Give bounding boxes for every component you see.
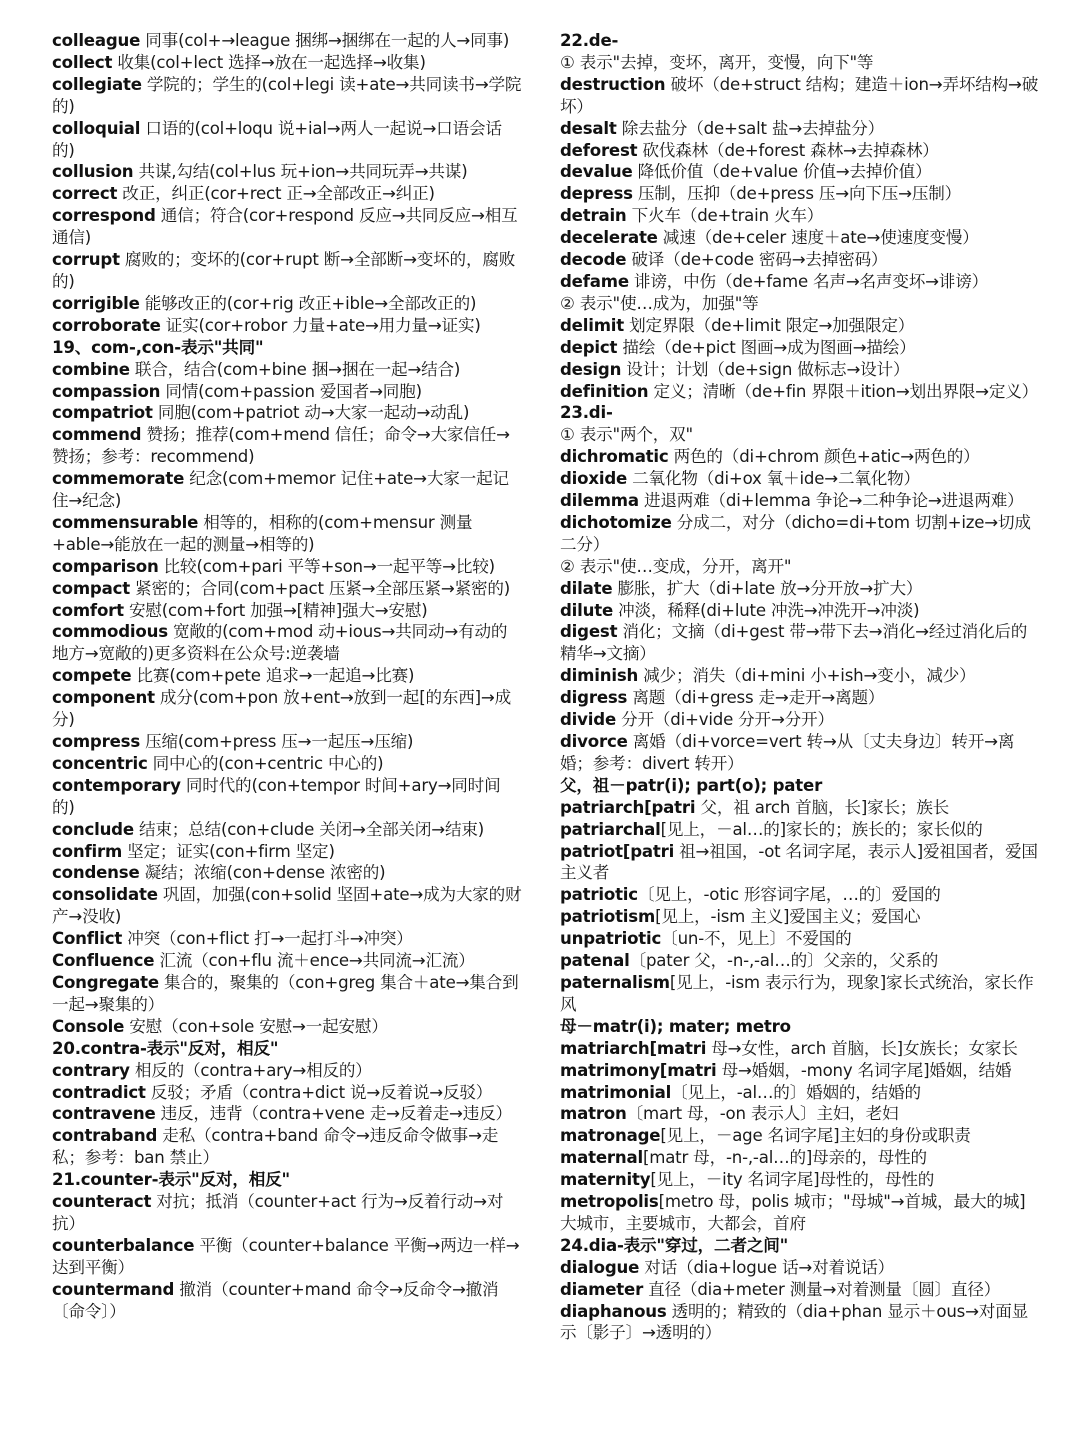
word-entry	[560, 468, 1040, 490]
section-heading	[560, 1235, 1040, 1257]
definition-text: 同情(com+passion 爱国者→同胞)	[160, 381, 422, 401]
definition-text: 比赛(com+pete 追求→一起追→比赛)	[131, 666, 415, 686]
definition-text: 降低价值（de+value 价值→去掉价值）	[632, 162, 932, 182]
headword: counterbalance	[52, 1235, 195, 1255]
definition-text: 冲淡，稀释(di+lute 冲洗→冲洗开→冲淡)	[613, 600, 920, 620]
definition-text: 〔见上，-al…的〕婚姻的，结婚的	[671, 1082, 921, 1102]
heading-text: 20.contra-表示"反对，相反"	[52, 1038, 279, 1058]
definition-text: [matr 母，-n-,-al…的]母亲的，母性的	[642, 1148, 927, 1168]
headword: maternal	[560, 1148, 643, 1168]
word-entry	[52, 359, 522, 381]
word-entry	[560, 1060, 1040, 1082]
word-entry	[52, 950, 522, 972]
word-entry	[52, 841, 522, 863]
right-column	[560, 30, 1040, 1446]
definition-text: 改正，纠正(cor+rect 正→全部改正→纠正)	[117, 184, 435, 204]
definition-text: 相反的（contra+ary→相反的）	[129, 1060, 372, 1080]
headword: compete	[52, 666, 132, 686]
headword: corroborate	[52, 315, 161, 335]
definition-text: 比较(com+pari 平等+son→一起平等→比较)	[158, 556, 495, 576]
headword: maternity	[560, 1170, 651, 1190]
headword: combine	[52, 359, 130, 379]
headword: dichromatic	[560, 447, 669, 467]
word-entry	[560, 424, 1040, 446]
word-entry	[52, 118, 522, 162]
definition-text: 母→婚姻，-mony 名词字尾]婚姻，结婚	[716, 1060, 1012, 1080]
definition-text: 设计；计划（de+sign 做标志→设计）	[621, 359, 910, 379]
headword: compassion	[52, 381, 161, 401]
word-entry	[560, 315, 1040, 337]
headword: condense	[52, 863, 140, 883]
word-entry	[560, 621, 1040, 665]
definition-text: 能够改正的(cor+rig 改正+ible→全部改正的)	[139, 293, 477, 313]
definition-text: 违反，违背（contra+vene 走→反着走→违反）	[155, 1104, 512, 1124]
definition-text: ② 表示"使…成为，加强"等	[560, 293, 759, 313]
definition-text: 除去盐分（de+salt 盐→去掉盐分）	[616, 118, 885, 138]
headword: deforest	[560, 140, 638, 160]
definition-text: 收集(col+lect 选择→放在一起选择→收集)	[112, 52, 426, 72]
headword: collegiate	[52, 74, 142, 94]
word-entry	[560, 118, 1040, 140]
definition-text: 直径（dia+meter 测量→对着测量〔圆〕直径）	[643, 1279, 1001, 1299]
word-entry	[52, 424, 522, 468]
headword: depict	[560, 337, 618, 357]
definition-text: 对话（dia+logue 话→对着说话）	[639, 1257, 895, 1277]
definition-text: [见上，－age 名词字尾]主妇的身份或职责	[660, 1126, 971, 1146]
headword: Conflict	[52, 929, 123, 949]
word-entry	[560, 271, 1040, 293]
definition-text: 成分(com+pon 放+ent→放到一起[的东西]→成分)	[52, 688, 512, 730]
headword: destruction	[560, 74, 666, 94]
headword: Congregate	[52, 972, 159, 992]
heading-text: 母－matr(i); mater; metro	[560, 1016, 791, 1036]
headword: depress	[560, 184, 633, 204]
word-entry	[560, 183, 1040, 205]
definition-text: 透明的；精致的（dia+phan 显示＋ous→对面显示〔影子〕→透明的）	[560, 1301, 1028, 1343]
word-entry	[560, 52, 1040, 74]
definition-text: 纪念(com+memor 记住+ate→大家一起记住→纪念)	[52, 469, 509, 511]
left-column	[52, 30, 522, 1446]
definition-text: [见上，-ism 主义]爱国主义；爱国心	[655, 907, 921, 927]
definition-text: 破译（de+code 密码→去掉密码）	[626, 250, 888, 270]
headword: component	[52, 688, 155, 708]
word-entry	[560, 490, 1040, 512]
word-entry	[560, 797, 1040, 819]
word-entry	[52, 512, 522, 556]
headword: dialogue	[560, 1257, 640, 1277]
section-heading	[560, 1016, 1040, 1038]
definition-text: 平衡（counter+balance 平衡→两边一样→达到平衡）	[52, 1235, 520, 1277]
headword: patriarch[patri	[560, 797, 696, 817]
definition-text: 通信；符合(cor+respond 反应→共同反应→相互通信)	[52, 206, 518, 248]
word-entry	[52, 665, 522, 687]
definition-text: ① 表示"两个，双"	[560, 425, 693, 445]
definition-text: 减少；消失（di+mini 小+ish→变小，减少）	[638, 666, 976, 686]
word-entry	[560, 556, 1040, 578]
word-entry	[52, 687, 522, 731]
word-entry	[560, 1125, 1040, 1147]
definition-text: 同胞(com+patriot 动→大家一起动→动乱)	[152, 403, 470, 423]
word-entry	[560, 293, 1040, 315]
word-entry	[52, 556, 522, 578]
definition-text: 联合，结合(com+bine 捆→捆在一起→结合)	[129, 359, 461, 379]
headword: collect	[52, 52, 113, 72]
definition-text: 〔pater 父，-n-,-al…的〕父亲的，父系的	[629, 951, 939, 971]
definition-text: 反驳；矛盾（contra+dict 说→反着说→反驳）	[145, 1082, 493, 1102]
definition-text: 共谋,勾结(col+lus 玩+ion→共同玩弄→共谋)	[133, 162, 468, 182]
word-entry	[560, 1103, 1040, 1125]
word-entry	[52, 30, 522, 52]
word-entry	[52, 1235, 522, 1279]
word-entry	[560, 1301, 1040, 1345]
definition-text: [见上，－ity 名词字尾]母性的，母性的	[650, 1170, 935, 1190]
word-entry	[52, 1279, 522, 1323]
headword: patriot[patri	[560, 841, 675, 861]
word-entry	[560, 512, 1040, 556]
definition-text: 同中心的(con+centric 中心的)	[147, 753, 384, 773]
definition-text: 破坏（de+struct 结构；建造＋ion→弄坏结构→破坏）	[560, 74, 1039, 116]
definition-text: [metro 母，polis 城市；"母城"→首城，最大的城]大城市，主要城市，大都会，首府	[560, 1192, 1026, 1233]
word-entry	[52, 928, 522, 950]
word-entry	[52, 1125, 522, 1169]
definition-text: 母→女性，arch 首脑，长]女族长；女家长	[706, 1038, 1018, 1058]
definition-text: [见上，－al…的]家长的；族长的；家长似的	[660, 819, 983, 839]
definition-text: 消化；文摘（di+gest 带→带下去→消化→经过消化后的精华→文摘）	[560, 622, 1028, 664]
heading-text: 父，祖－patr(i); part(o); pater	[560, 775, 823, 795]
headword: definition	[560, 381, 649, 401]
word-entry	[52, 381, 522, 403]
headword: contraband	[52, 1126, 158, 1146]
word-entry	[52, 753, 522, 775]
definition-text: [见上，-ism 表示行为，现象]家长式统治，家长作风	[560, 972, 1034, 1014]
definition-text: 分开（di+vide 分开→分开）	[616, 710, 834, 730]
definition-text: 宽敞的(com+mod 动+ious→共同动→有动的地方→宽敞的)更多资料在公众号:逆袭墙	[52, 622, 508, 664]
headword: commemorate	[52, 469, 185, 489]
headword: matron	[560, 1104, 627, 1124]
word-entry	[52, 468, 522, 512]
headword: dioxide	[560, 469, 628, 489]
word-entry	[52, 884, 522, 928]
headword: colleague	[52, 31, 141, 50]
headword: patriarchal	[560, 819, 661, 839]
word-entry	[52, 52, 522, 74]
headword: matrimonial	[560, 1082, 672, 1102]
definition-text: 父，祖 arch 首脑，长]家长；族长	[695, 797, 950, 817]
definition-text: 腐败的；变坏的(cor+rupt 断→全部断→变坏的，腐败的)	[52, 250, 516, 291]
headword: design	[560, 359, 622, 379]
word-entry	[560, 1257, 1040, 1279]
headword: confirm	[52, 841, 123, 861]
definition-text: 紧密的；合同(com+pact 压紧→全部压紧→紧密的)	[129, 578, 511, 598]
section-heading	[560, 775, 1040, 797]
word-entry	[52, 74, 522, 118]
headword: dichotomize	[560, 512, 672, 532]
headword: matriarch[matri	[560, 1038, 707, 1058]
headword: metropolis	[560, 1192, 659, 1212]
word-entry	[560, 687, 1040, 709]
word-entry	[52, 972, 522, 1016]
definition-text: 走私（contra+band 命令→违反命令做事→走私；参考：ban 禁止）	[52, 1126, 499, 1168]
headword: correct	[52, 184, 118, 204]
definition-text: 冲突（con+flict 打→一起打斗→冲突）	[122, 929, 413, 949]
headword: dilute	[560, 600, 614, 620]
word-entry	[52, 1060, 522, 1082]
word-entry	[52, 578, 522, 600]
headword: diaphanous	[560, 1301, 667, 1321]
heading-text: 19、com-,con-表示"共同"	[52, 337, 264, 357]
word-entry	[560, 1169, 1040, 1191]
definition-text: 学院的；学生的(col+legi 读+ate→共同读书→学院的)	[52, 74, 522, 116]
headword: consolidate	[52, 885, 158, 905]
word-entry	[52, 731, 522, 753]
definition-text: 结束；总结(con+clude 关闭→全部关闭→结束)	[133, 819, 485, 839]
word-entry	[52, 819, 522, 841]
definition-text: 证实(cor+robor 力量+ate→用力量→证实)	[160, 315, 481, 335]
word-entry	[560, 1279, 1040, 1301]
headword: compact	[52, 578, 130, 598]
word-entry	[52, 249, 522, 293]
word-entry	[560, 205, 1040, 227]
headword: divorce	[560, 732, 628, 751]
headword: dilemma	[560, 491, 639, 511]
word-entry	[560, 1038, 1040, 1060]
definition-text: 离题（di+gress 走→走开→离题）	[627, 688, 885, 708]
headword: matronage	[560, 1126, 661, 1146]
headword: patriotic	[560, 885, 638, 905]
word-entry	[560, 972, 1040, 1016]
headword: conclude	[52, 819, 134, 839]
headword: counteract	[52, 1192, 152, 1212]
definition-text: 安慰(com+fort 加强→[精神]强大→安慰)	[123, 600, 428, 620]
word-entry	[560, 928, 1040, 950]
word-entry	[560, 578, 1040, 600]
headword: comfort	[52, 600, 124, 620]
headword: divide	[560, 710, 617, 730]
definition-text: 相等的，相称的(com+mensur 测量+able→能放在一起的测量→相等的)	[52, 512, 473, 554]
word-entry	[560, 161, 1040, 183]
heading-text: 21.counter-表示"反对，相反"	[52, 1170, 290, 1190]
word-entry	[560, 1191, 1040, 1235]
definition-text: 祖→祖国，-ot 名词字尾，表示人]爱祖国者，爱国主义者	[560, 841, 1038, 883]
headword: collusion	[52, 162, 134, 182]
word-entry	[560, 841, 1040, 885]
headword: matrimony[matri	[560, 1060, 717, 1080]
definition-text: 〔见上，-otic 形容词字尾，…的〕爱国的	[637, 885, 941, 905]
headword: delimit	[560, 315, 625, 335]
word-entry	[52, 1082, 522, 1104]
word-entry	[560, 884, 1040, 906]
headword: contravene	[52, 1104, 156, 1124]
headword: contemporary	[52, 775, 181, 795]
definition-text: 同时代的(con+tempor 时间+ary→同时间的)	[52, 775, 501, 817]
definition-text: 砍伐森林（de+forest 森林→去掉森林）	[637, 140, 939, 160]
definition-text: 坚定；证实(con+firm 坚定)	[122, 841, 335, 861]
headword: diameter	[560, 1279, 644, 1299]
definition-text: 集合的，聚集的（con+greg 集合＋ate→集合到一起→聚集的）	[52, 972, 519, 1014]
headword: colloquial	[52, 118, 141, 138]
headword: decode	[560, 250, 627, 270]
definition-text: 安慰（con+sole 安慰→一起安慰）	[124, 1016, 388, 1036]
headword: digest	[560, 622, 618, 642]
headword: Confluence	[52, 951, 155, 971]
word-entry	[560, 709, 1040, 731]
word-entry	[560, 819, 1040, 841]
definition-text: 同事(col+→league 捆绑→捆绑在一起的人→同事)	[140, 31, 510, 50]
definition-text: 赞扬；推荐(com+mend 信任；命令→大家信任→赞扬；参考：recommend)	[52, 425, 510, 467]
word-entry	[52, 1016, 522, 1038]
word-entry	[560, 906, 1040, 928]
heading-text: 24.dia-表示"穿过，二者之间"	[560, 1235, 789, 1255]
definition-text: 撤消（counter+mand 命令→反命令→撤消〔命令〕）	[52, 1279, 499, 1321]
definition-text: 〔mart 母，-on 表示人〕主妇，老妇	[626, 1104, 899, 1124]
word-entry	[52, 402, 522, 424]
section-heading	[52, 1038, 522, 1060]
section-heading	[52, 337, 522, 359]
word-entry	[52, 775, 522, 819]
headword: diminish	[560, 666, 639, 686]
headword: dilate	[560, 578, 613, 598]
word-entry	[52, 621, 522, 665]
word-entry	[560, 381, 1040, 403]
definition-text: 对抗；抵消（counter+act 行为→反着行动→对抗）	[52, 1192, 504, 1233]
word-entry	[560, 1082, 1040, 1104]
headword: defame	[560, 271, 629, 291]
definition-text: 〔un-不，见上〕不爱国的	[661, 929, 852, 949]
word-entry	[52, 161, 522, 183]
word-entry	[560, 600, 1040, 622]
word-entry	[560, 227, 1040, 249]
definition-text: 二氧化物（di+ox 氧＋ide→二氧化物）	[627, 469, 920, 489]
headword: detrain	[560, 206, 627, 226]
word-entry	[52, 205, 522, 249]
headword: corrigible	[52, 293, 140, 313]
headword: decelerate	[560, 228, 658, 248]
headword: patenal	[560, 951, 630, 971]
word-entry	[52, 600, 522, 622]
headword: unpatriotic	[560, 929, 662, 949]
word-entry	[52, 293, 522, 315]
headword: desalt	[560, 118, 617, 138]
definition-text: 口语的(col+loqu 说+ial→两人一起说→口语会话的)	[52, 118, 502, 160]
heading-text: 22.de-	[560, 31, 619, 50]
headword: corrupt	[52, 250, 120, 270]
definition-text: ② 表示"使…变成，分开，离开"	[560, 556, 792, 576]
definition-text: ① 表示"去掉，变坏，离开，变慢，向下"等	[560, 52, 874, 72]
headword: digress	[560, 688, 628, 708]
word-entry	[560, 74, 1040, 118]
word-entry	[52, 1191, 522, 1235]
headword: patriotism	[560, 907, 656, 927]
definition-text: 压缩(com+press 压→一起压→压缩)	[140, 732, 414, 751]
headword: countermand	[52, 1279, 175, 1299]
word-entry	[52, 862, 522, 884]
headword: paternalism	[560, 972, 670, 992]
definition-text: 划定界限（de+limit 限定→加强限定）	[624, 315, 915, 335]
headword: commensurable	[52, 512, 199, 532]
headword: commend	[52, 425, 142, 445]
definition-text: 两色的（di+chrom 颜色+atic→两色的）	[668, 447, 980, 467]
word-entry	[52, 315, 522, 337]
headword: comparison	[52, 556, 159, 576]
word-entry	[560, 665, 1040, 687]
word-entry	[560, 731, 1040, 775]
headword: contrary	[52, 1060, 130, 1080]
word-entry	[560, 249, 1040, 271]
section-heading	[52, 1169, 522, 1191]
definition-text: 凝结；浓缩(con+dense 浓密的)	[139, 863, 386, 883]
headword: concentric	[52, 753, 148, 773]
definition-text: 减速（de+celer 速度＋ate→使速度变慢）	[657, 228, 979, 248]
headword: contradict	[52, 1082, 146, 1102]
word-entry	[560, 359, 1040, 381]
word-entry	[560, 1147, 1040, 1169]
definition-text: 压制，压抑（de+press 压→向下压→压制）	[632, 184, 962, 204]
word-entry	[560, 140, 1040, 162]
definition-text: 分成二，对分（dicho=di+tom 切割+ize→切成二分）	[560, 512, 1031, 554]
definition-text: 定义；清晰（de+fin 界限＋ition→划出界限→定义）	[648, 381, 1039, 401]
headword: correspond	[52, 206, 156, 226]
word-entry	[52, 183, 522, 205]
section-heading	[560, 30, 1040, 52]
definition-text: 巩固，加强(con+solid 坚固+ate→成为大家的财产→没收)	[52, 885, 522, 927]
definition-text: 膨胀，扩大（di+late 放→分开放→扩大）	[612, 578, 923, 598]
definition-text: 离婚（di+vorce=vert 转→从〔丈夫身边〕转开→离婚；参考：divert 转开）	[560, 732, 1015, 773]
word-entry	[560, 337, 1040, 359]
word-entry	[52, 1103, 522, 1125]
definition-text: 诽谤，中伤（de+fame 名声→名声变坏→诽谤）	[628, 271, 988, 291]
headword: compatriot	[52, 403, 153, 423]
definition-text: 下火车（de+train 火车）	[626, 206, 824, 226]
section-heading	[560, 402, 1040, 424]
headword: devalue	[560, 162, 633, 182]
word-entry	[560, 950, 1040, 972]
word-entry	[560, 446, 1040, 468]
headword: commodious	[52, 622, 168, 642]
headword: Console	[52, 1016, 125, 1036]
headword: compress	[52, 732, 140, 751]
definition-text: 汇流（con+flu 流＋ence→共同流→汇流）	[154, 951, 475, 971]
definition-text: 进退两难（di+lemma 争论→二种争论→进退两难）	[638, 491, 1024, 511]
heading-text: 23.di-	[560, 403, 613, 423]
definition-text: 描绘（de+pict 图画→成为图画→描绘）	[617, 337, 916, 357]
